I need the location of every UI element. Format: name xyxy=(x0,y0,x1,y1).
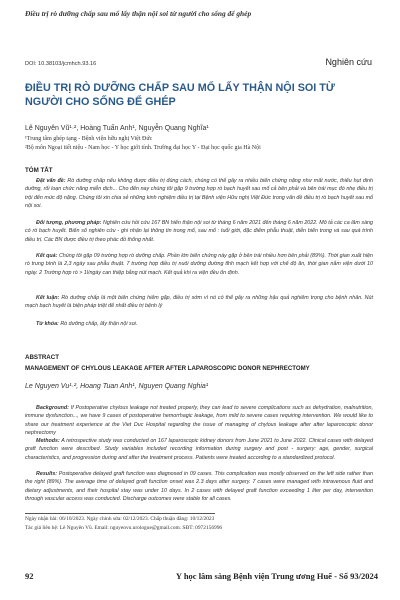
abstract-en-background xyxy=(25,404,373,437)
affiliation-1: ¹Trung tâm ghép tạng - Bệnh viện hữu nghị Việt Đức xyxy=(25,136,153,142)
text: A retrospective study was conducted on 167 laparoscopic kidney donors from June 2021 to June 2022. Clinical cases with delayed graft function were described. Study variables included recording information during surgery and post - surgery: age, gender, surgical characteristics, and progression during and after the treatment process. Patients were treated according to a standardized protocol. xyxy=(25,438,373,461)
label: Results: xyxy=(36,471,58,477)
journal-footer: Y học lâm sàng Bệnh viện Trung ương Huế - Số 93/2024 xyxy=(175,571,378,581)
footnote-divider xyxy=(25,513,215,514)
abstract-en-results xyxy=(25,470,373,503)
label: Kết quả: xyxy=(36,253,58,259)
footnote-corresponding-author: Tác giả liên hệ: Lê Nguyên Vũ. Email: nguyenvu.urologue@gmail.com. SĐT: 0972156996 xyxy=(25,525,223,531)
affiliation-2: ²Bộ môn Ngoại tiết niệu - Nam học - Y học giới tính. Trường đại học Y - Đại học quốc gia Hà Nội xyxy=(25,145,261,151)
text: Chúng tôi gặp 09 trường hợp rò dưỡng chấp. Phần lớn biến chứng này gặp ở bên trái nhiều hơn bên phải (89%). Thời gian xuất hiện rò trung bình là 2,3 ngày sau phẫu thuật. 7 trường hợp điều trị nuôi dưỡng đường tĩnh mạch kết hợp với chế độ ăn, thời gian nằm viện dưới 10 ngày. 2 Trường hợp rò > 1l/ngày can thiệp bằng nút mạch. Kết quả khi ra viện đều ổn định. xyxy=(25,253,374,276)
running-head: Điều trị rò dưỡng chấp sau mổ lấy thận nội soi từ người cho sống để ghép xyxy=(25,9,252,18)
authors-en: Le Nguyen Vu¹·², Hoang Tuan Anh¹, Nguyen Quang Nghia¹ xyxy=(25,383,209,390)
abstract-vi-background xyxy=(25,177,373,210)
abstract-vi-results xyxy=(25,252,373,277)
label: Đối tượng, phương pháp: xyxy=(36,220,102,226)
section-tag: Nghiên cứu xyxy=(325,57,372,67)
label: Background: xyxy=(36,405,69,411)
text: Nghiên cứu hồi cứu 167 BN hiến thận nội soi từ tháng 6 năm 2021 đến tháng 6 năm 2022. Mô tả các ca lâm sàng có rò bạch huyết. Biến số nghiên cứu - ghi nhận lại thông tin trong mổ, sau mổ : tuổi giới, đặc điểm phẫu thuật, diễn biến trong và sau quá trình điều trị. Các BN được điều trị theo phác đồ thống nhất. xyxy=(25,220,373,243)
abstract-en-heading: ABSTRACT xyxy=(25,354,60,361)
text: Postoperative delayed graft function was diagnosed in 09 cases. This complication was mostly observed on the left side rather than the right (89%). The average time of delayed graft function onset was 2.3 days after surgery. 7 cases were managed with intravenous fluid and dietary adjustments, and their hospital stay was under 10 days. In 2 cases with delayed graft function exceeding 1 liter per day, intervention through vascular access was conducted. Discharge outcomes were stable for all cases. xyxy=(25,471,373,502)
doi-link[interactable]: DOI: 10.38103/jcmhch.93.16 xyxy=(25,61,97,67)
abstract-vi-methods xyxy=(25,219,373,244)
article-title-vi: ĐIỀU TRỊ RÒ DƯỠNG CHẤP SAU MỔ LẤY THẬN NỘI SOI TỪ NGƯỜI CHO SỐNG ĐỂ GHÉP xyxy=(25,82,335,108)
label: Methods: xyxy=(36,438,60,444)
abstract-vi-keywords xyxy=(25,320,373,328)
text: Rò dưỡng chấp là một biến chứng hiếm gặp, điều trị sớm vì nó có thể gây ra những hậu quả nghiêm trọng cho bệnh nhân. Nút mạch bạch huyết là biện pháp triệt để nhất điều trị bệnh lý xyxy=(25,295,373,310)
text: If Postoperative chylous leakage not treated properly, they can lead to severe complications such as dehydration, malnutrition, immune dysfunction..., we have 9 cases of postoperative hemorrhagic leakage, from mild to severe cases requiring intervention. We would like to share our treatment experience at the Viet Duc Hospital regarding the issue of managing of chylous leakage after after laparoscopic donor nephrectomy xyxy=(25,405,373,436)
page-number: 92 xyxy=(25,571,34,581)
abstract-vi-conclusion xyxy=(25,294,373,311)
authors-vi: Lê Nguyên Vũ¹·², Hoàng Tuấn Anh¹, Nguyễn Quang Nghĩa¹ xyxy=(25,125,209,132)
label: Đặt vấn đề: xyxy=(36,178,66,184)
abstract-en-methods xyxy=(25,437,373,462)
label: Kết luận: xyxy=(36,295,60,301)
text: Rò dưỡng chấp nếu không được điều trị đúng cách, chúng có thể gây ra nhiều biến chứng nặng như mất nước, thiếu hụt dinh dưỡng, rối loạn chức năng miễn dịch... Cho đến nay chúng tôi gặp 9 trường hợp rò bạch huyết sau mổ cả bên phải và bên trái mục đó nhẹ điều trị trội đến mức độ nặng. Chúng tôi xin chia sẻ những kinh nghiệm điều trị tại Bệnh viện Hữu nghị Việt Đức trong vấn đề điều trị rò bạch huyết sau mổ nội soi. xyxy=(25,178,373,209)
article-title-en: MANAGEMENT OF CHYLOUS LEAKAGE AFTER AFTER LAPAROSCOPIC DONOR NEPHRECTOMY xyxy=(25,365,310,372)
abstract-vi-heading: TÓM TẮT xyxy=(25,167,53,174)
text: Rò dưỡng chấp, lấy thận nội soi. xyxy=(60,321,138,327)
footnote-dates: Ngày nhận bài: 06/10/2023. Ngày chỉnh sửa: 02/12/2023. Chấp thuận đăng: 10/12/2023 xyxy=(25,516,215,522)
label: Từ khóa: xyxy=(36,321,59,327)
